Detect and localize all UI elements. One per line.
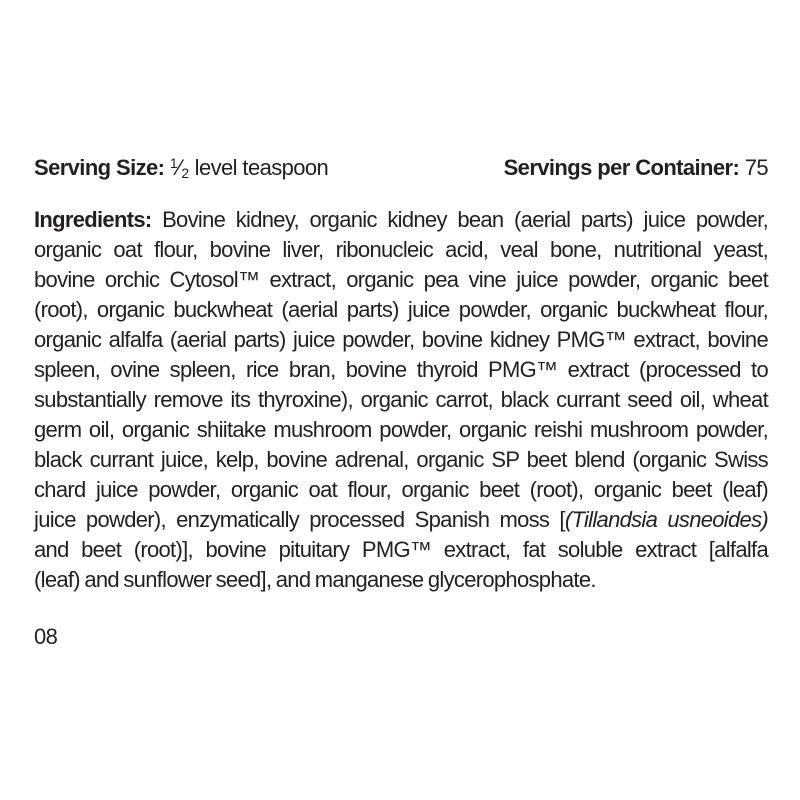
fraction-numerator: 1 <box>169 155 178 171</box>
serving-size-label: Serving Size: <box>34 155 165 180</box>
ingredients-text: Bovine kidney, organic kidney bean (aerial parts) juice powder, <box>151 207 768 232</box>
ingredients-line: spleen, ovine spleen, rice bran, bovine thyroid PMG™ extract (processed to <box>34 357 768 382</box>
serving-size-value: level teaspoon <box>189 155 329 180</box>
serving-size <box>34 148 328 188</box>
servings-per-container-value: 75 <box>739 155 768 180</box>
lot-code: 08 <box>34 624 58 649</box>
ingredients-label: Ingredients: <box>34 207 152 232</box>
ingredients-block <box>34 205 768 595</box>
ingredients-line: chard juice powder, organic oat flour, organic beet (root), organic beet (leaf) <box>34 477 768 502</box>
serving-size-fraction <box>170 148 189 188</box>
ingredients-line <box>34 505 768 535</box>
ingredients-line: and beet (root)], bovine pituitary PMG™ extract, fat soluble extract [alfalfa <box>34 537 768 562</box>
ingredients-line: (root), organic buckwheat (aerial parts) juice powder, organic buckwheat flour, <box>34 297 768 322</box>
ingredients-line: bovine orchic Cytosol™ extract, organic pea vine juice powder, organic beet <box>34 267 768 292</box>
ingredients-line: (leaf) and sunflower seed], and manganese glycerophosphate. <box>34 567 596 592</box>
species-name: (Tillandsia usneoides) <box>564 507 768 532</box>
ingredients-line: substantially remove its thyroxine), organic carrot, black currant seed oil, wheat <box>34 387 768 412</box>
ingredients-line: black currant juice, kelp, bovine adrenal, organic SP beet blend (organic Swiss <box>34 447 768 472</box>
fraction-denominator: 2 <box>181 165 190 181</box>
ingredients-text: juice powder), enzymatically processed Spanish moss [ <box>34 507 565 532</box>
ingredients-line: germ oil, organic shiitake mushroom powder, organic reishi mushroom powder, <box>34 417 768 442</box>
servings-per-container-label: Servings per Container: <box>503 155 740 180</box>
supplement-facts-panel <box>34 148 768 595</box>
ingredients-line <box>34 205 768 235</box>
servings-per-container <box>504 153 768 183</box>
fraction-slash: ⁄ <box>177 155 182 180</box>
ingredients-line: organic oat flour, bovine liver, ribonucleic acid, veal bone, nutritional yeast, <box>34 237 768 262</box>
serving-info-row <box>34 148 768 188</box>
ingredients-line: organic alfalfa (aerial parts) juice powder, bovine kidney PMG™ extract, bovine <box>34 327 768 352</box>
